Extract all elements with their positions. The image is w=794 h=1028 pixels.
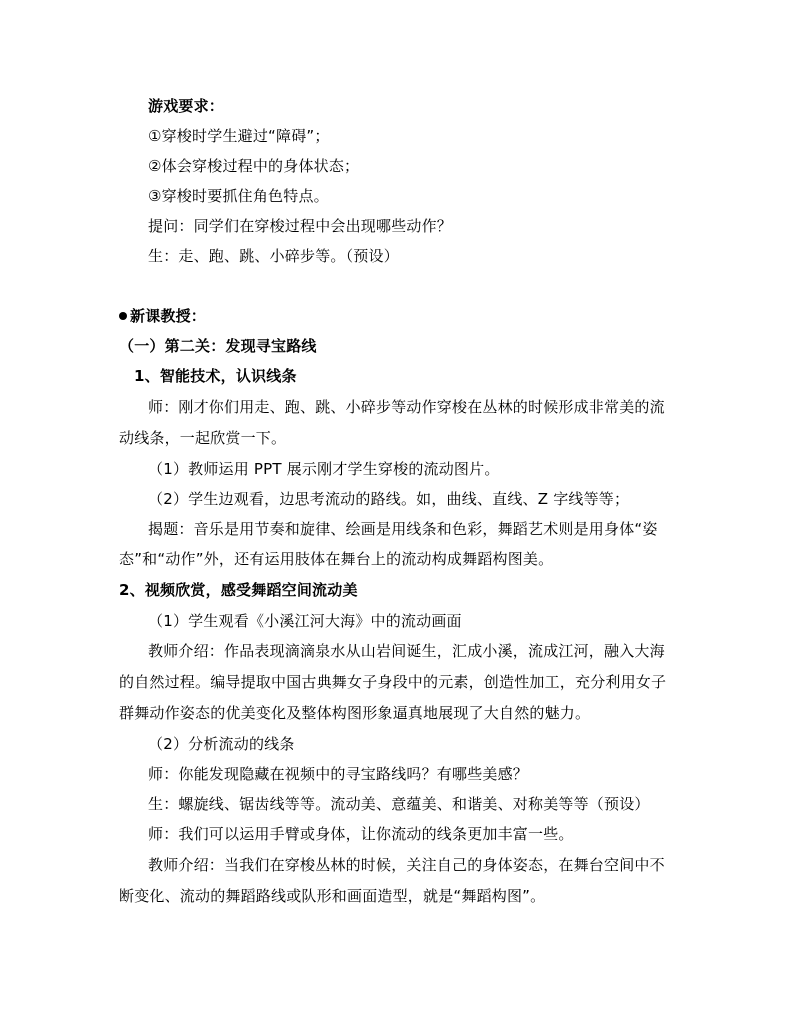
step1-reveal-line-2: 态”和“动作”外，还有运用肢体在舞台上的流动构成舞蹈构图美。 [119, 550, 554, 568]
step2-sub-1: （1）学生观看《小溪江河大海》中的流动画面 [148, 612, 462, 630]
step2-intro-line-1: 教师介绍：作品表现滴滴泉水从山岩间诞生，汇成小溪，流成江河，融入大海 [148, 642, 665, 660]
step2-teacher-statement: 师：我们可以运用手臂或身体，让你流动的线条更加丰富一些。 [148, 825, 574, 843]
requirement-item-2: ②体会穿梭过程中的身体状态； [148, 157, 360, 175]
step1-reveal-line-1: 揭题：音乐是用节奏和旋律、绘画是用线条和色彩，舞蹈艺术则是用身体“姿 [148, 520, 658, 538]
step1-teacher-line-2: 动线条，一起欣赏一下。 [119, 429, 287, 447]
step2-title: 2、视频欣赏，感受舞蹈空间流动美 [119, 581, 358, 599]
step1-teacher-line-1: 师：刚才你们用走、跑、跳、小碎步等动作穿梭在丛林的时候形成非常美的流 [148, 398, 665, 416]
step1-sub-2: （2）学生边观看，边思考流动的路线。如，曲线、直线、Z 字线等等； [148, 490, 630, 508]
new-lesson-heading: 新课教授： [130, 307, 207, 325]
step1-sub-1: （1）教师运用 PPT 展示刚才学生穿梭的流动图片。 [148, 460, 500, 478]
step1-title: 1、智能技术，认识线条 [134, 367, 297, 385]
step2-final-line-2: 断变化、流动的舞蹈路线或队形和画面造型，就是“舞蹈构图”。 [119, 887, 546, 905]
step2-intro-line-3: 群舞动作姿态的优美变化及整体构图形象逼真地展现了大自然的魅力。 [119, 704, 591, 722]
requirement-item-3: ③穿梭时要抓住角色特点。 [148, 187, 329, 205]
bullet-icon [119, 312, 127, 320]
game-requirements-heading: 游戏要求： [148, 97, 225, 115]
part-one-title: （一）第二关：发现寻宝路线 [119, 337, 317, 355]
requirement-item-1: ①穿梭时学生避过“障碍”； [148, 127, 330, 145]
question-line: 提问：同学们在穿梭过程中会出现哪些动作？ [148, 217, 453, 235]
step2-student-answer: 生：螺旋线、锯齿线等等。流动美、意蕴美、和谐美、对称美等等（预设） [148, 795, 650, 813]
step2-intro-line-2: 的自然过程。编导提取中国古典舞女子身段中的元素，创造性加工，充分利用女子 [119, 673, 667, 691]
step2-sub-2: （2）分析流动的线条 [148, 735, 295, 753]
answer-line: 生：走、跑、跳、小碎步等。（预设） [148, 247, 399, 265]
new-lesson-heading-row [119, 306, 206, 326]
step2-final-line-1: 教师介绍：当我们在穿梭丛林的时候，关注自己的身体姿态，在舞台空间中不 [148, 856, 665, 874]
step2-teacher-question: 师：你能发现隐藏在视频中的寻宝路线吗？有哪些美感？ [148, 765, 529, 783]
